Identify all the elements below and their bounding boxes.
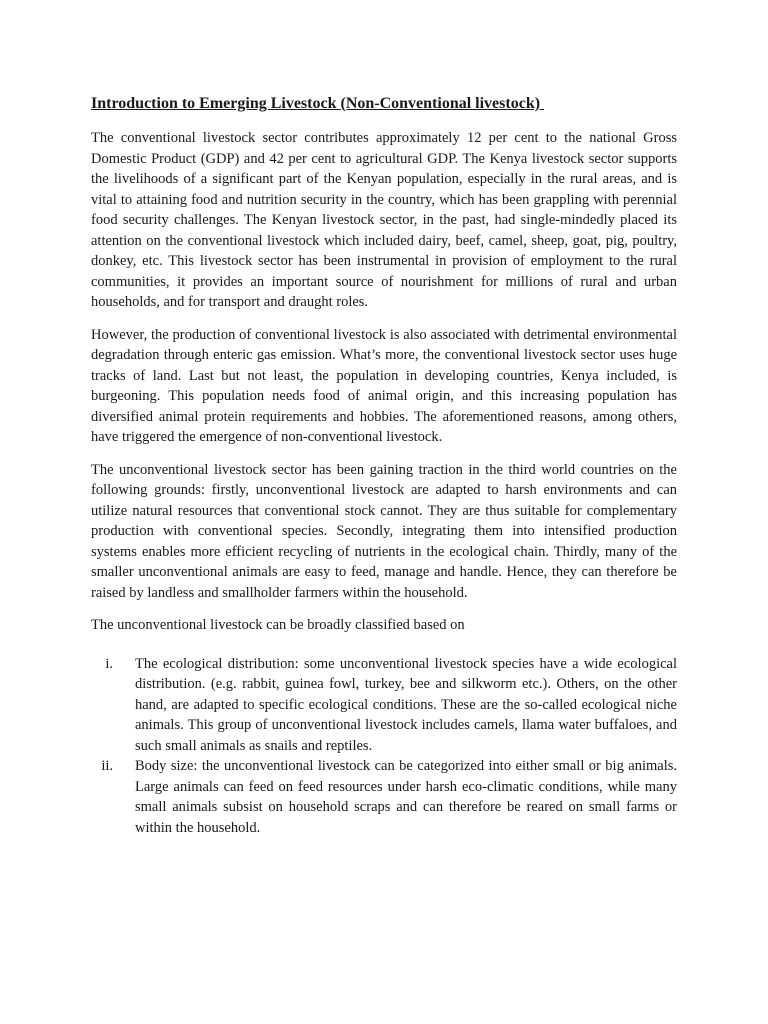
list-item <box>91 654 677 757</box>
list-item-text: Body size: the unconventional livestock can be categorized into either small or big animals. Large animals can feed on feed resources under harsh eco-climatic conditions, while many small animals subsist on household scraps and can therefore be reared on small farms or within the household. <box>135 758 677 836</box>
list-marker: i. <box>105 655 113 672</box>
paragraph-conventional-sector: The conventional livestock sector contributes approximately 12 per cent to the national Gross Domestic Product (GDP) and 42 per cent to agricultural GDP. The Kenya livestock sector supports the livelihoods of a significant part of the Kenyan population, especially in the rural areas, and is vital to attaining food and nutrition security in the country, which has been grappling with perennial food security challenges. The Kenyan livestock sector, in the past, had single-mindedly placed its attention on the conventional livestock which included dairy, beef, camel, sheep, goat, pig, poultry, donkey, etc. This livestock sector has been instrumental in provision of employment to the rural communities, it provides an important source of nourishment for millions of rural and urban households, and for transport and draught roles. <box>91 130 677 310</box>
paragraph-environmental-concerns: However, the production of conventional livestock is also associated with detrimental environmental degradation through enteric gas emission. What’s more, the conventional livestock sector uses huge tracks of land. Last but not least, the population in developing countries, Kenya included, is burgeoning. This population needs food of animal origin, and this increasing population has diversified animal protein requirements and hobbies. The aforementioned reasons, among others, have triggered the emergence of non-conventional livestock. <box>91 326 677 445</box>
list-marker: ii. <box>101 758 113 774</box>
document-page <box>91 93 677 838</box>
paragraph-unconventional-traction: The unconventional livestock sector has been gaining traction in the third world countries on the following grounds: firstly, unconventional livestock are adapted to harsh environments and can utilize natural resources that conventional stock cannot. They are thus suitable for complementary production with conventional species. Secondly, integrating them into intensified production systems enables more efficient recycling of nutrients in the ecological chain. Thirdly, many of the smaller unconventional animals are easy to feed, manage and handle. Hence, they can therefore be raised by landless and smallholder farmers within the household. <box>91 461 677 601</box>
list-item-text: The ecological distribution: some unconventional livestock species have a wide ecological distribution. (e.g. rabbit, guinea fowl, turkey, bee and silkworm etc.). Others, on the other hand, are adapted to specific ecological conditions. These are the so-called ecological niche animals. This group of unconventional livestock includes camels, llama water buffaloes, and such small animals as snails and reptiles. <box>135 655 677 754</box>
list-item <box>91 756 677 838</box>
classification-list <box>91 654 677 839</box>
document-title: Introduction to Emerging Livestock (Non-Conventional livestock) <box>91 95 545 112</box>
paragraph-classification-intro: The unconventional livestock can be broadly classified based on <box>91 617 465 633</box>
